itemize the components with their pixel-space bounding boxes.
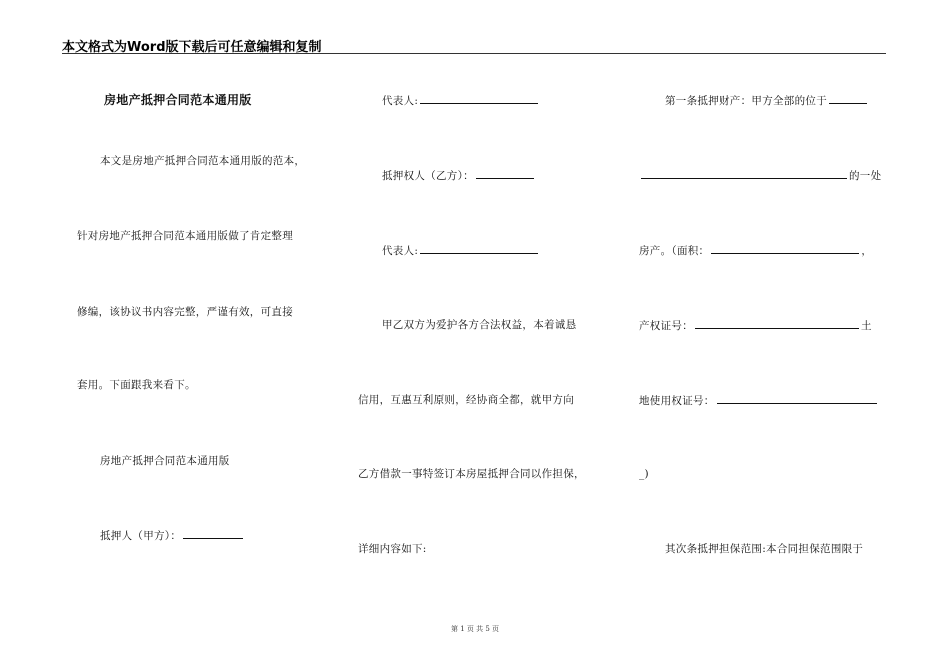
area-suffix: ，: [861, 245, 873, 257]
intro-line-2: 针对房地产抵押合同范本通用版做了肯定整理: [77, 230, 293, 242]
area-blank: [711, 243, 859, 254]
land-line: [639, 393, 879, 408]
party-a-line: [100, 528, 245, 543]
land-label: 地使用权证号：: [639, 395, 715, 407]
article-1-line: [665, 93, 869, 108]
party-b-label: 抵押权人（乙方）：: [382, 170, 474, 182]
middle-text-3: 乙方借款一事特签订本房屋抵押合同以作担保，: [358, 468, 585, 480]
location-suffix: 的一处: [849, 170, 882, 182]
cert-blank: [695, 318, 859, 329]
area-label: 房产。（面积：: [639, 245, 710, 257]
rep-b-blank: [420, 243, 538, 254]
cert-suffix: 土: [861, 320, 872, 332]
intro-line-4: 套用。下面跟我来看下。: [77, 379, 196, 391]
article-1-text: 第一条抵押财产：甲方全部的位于: [665, 95, 827, 107]
rep-b-line: [382, 243, 540, 258]
article-1-blank: [829, 93, 867, 104]
paren-close: _): [639, 468, 649, 480]
contract-subtitle: 房地产抵押合同范本通用版: [100, 455, 230, 467]
rep-b-label: 代表人:: [382, 245, 419, 257]
location-blank: [641, 168, 847, 179]
land-blank: [717, 393, 877, 404]
intro-line-3: 修编，该协议书内容完整，严谨有效，可直接: [77, 306, 293, 318]
intro-line-1: 本文是房地产抵押合同范本通用版的范本，: [100, 155, 306, 167]
party-a-label: 抵押人（甲方）：: [100, 530, 182, 542]
location-line: [639, 168, 881, 183]
cert-label: 产权证号：: [639, 320, 693, 332]
middle-text-4: 详细内容如下:: [358, 543, 427, 555]
party-a-blank: [183, 528, 243, 539]
party-b-line: [382, 168, 536, 183]
page-number: 第 1 页 共 5 页: [450, 625, 500, 633]
rep-a-line: [382, 93, 540, 108]
header-divider: [62, 53, 886, 54]
middle-text-2: 信用，互惠互利原则，经协商全都，就甲方向: [358, 394, 574, 406]
article-2-text: 其次条抵押担保范围:本合同担保范围限于: [665, 543, 864, 555]
rep-a-label: 代表人:: [382, 95, 419, 107]
area-line: [639, 243, 872, 258]
cert-line: [639, 318, 872, 333]
rep-a-blank: [420, 93, 538, 104]
contract-title: 房地产抵押合同范本通用版: [104, 93, 252, 107]
document-header: 本文格式为Word版下载后可任意编辑和复制: [62, 40, 322, 55]
middle-text-1: 甲乙双方为爱护各方合法权益，本着诚恳: [382, 319, 577, 331]
party-b-blank: [476, 168, 534, 179]
